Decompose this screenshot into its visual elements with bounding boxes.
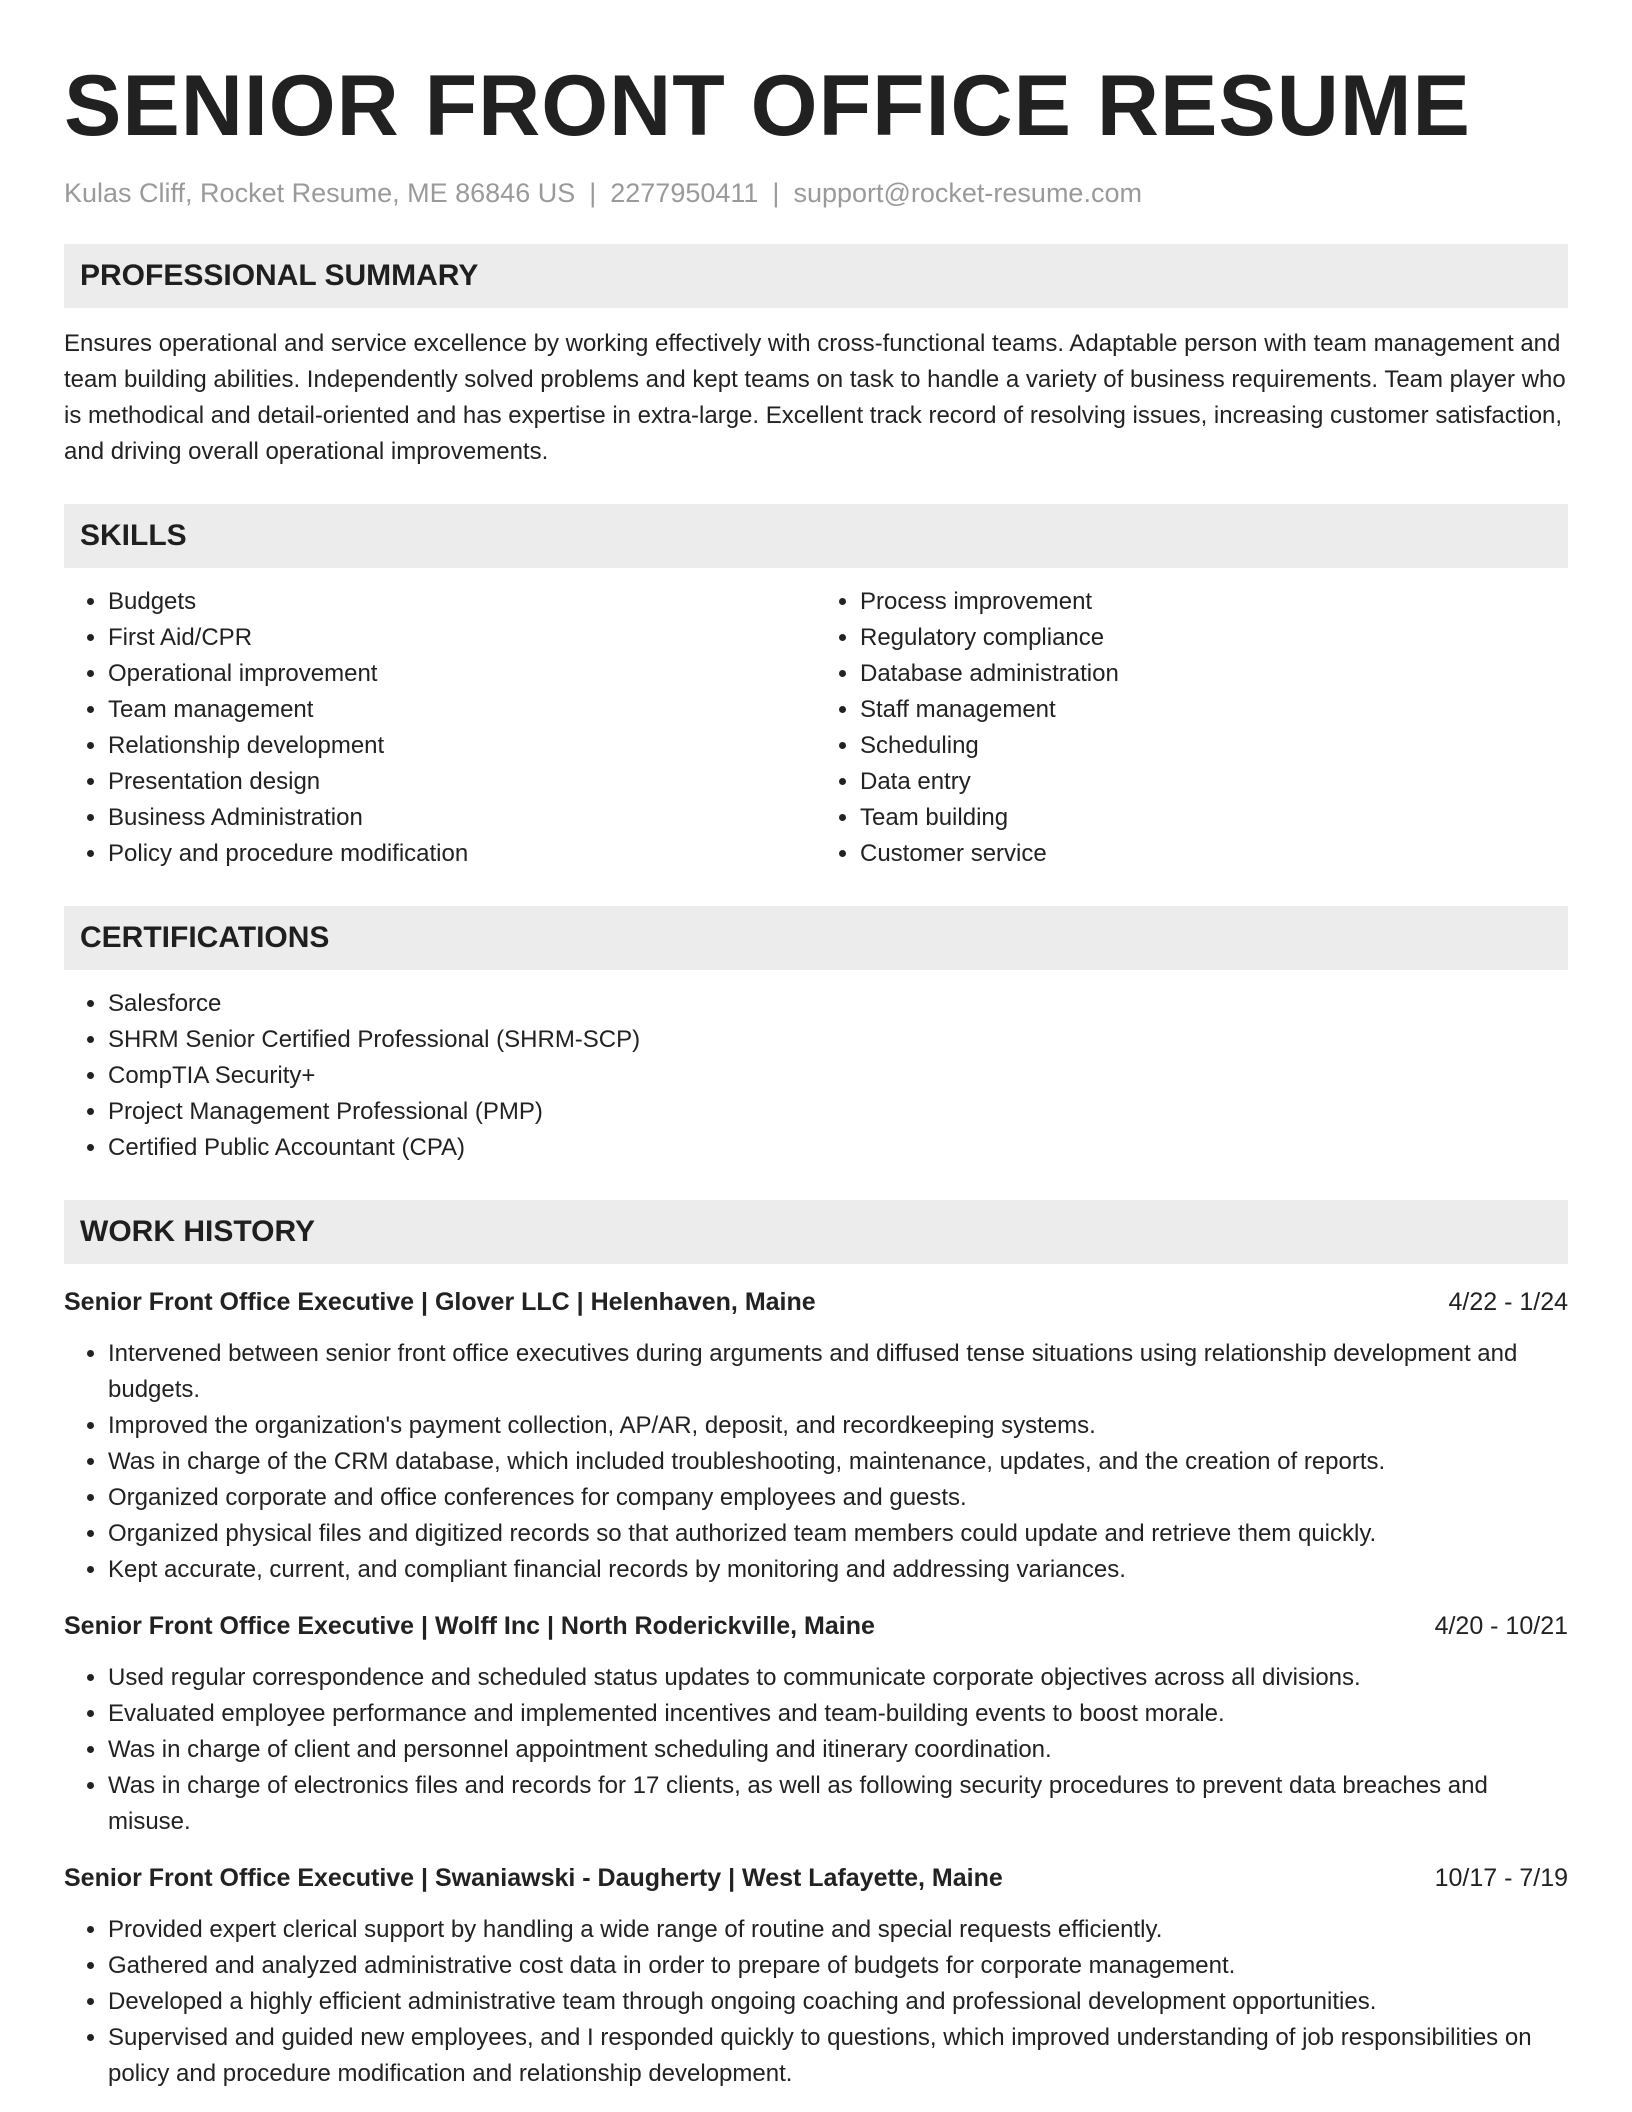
job-title: Senior Front Office Executive | Swaniawski - Daugherty | West Lafayette, Maine <box>64 1864 1003 1892</box>
certification-item: • Certified Public Accountant (CPA) <box>108 1130 1568 1166</box>
job-title: Senior Front Office Executive | Glover LLC | Helenhaven, Maine <box>64 1288 816 1316</box>
skill-item: • Presentation design <box>108 764 816 800</box>
job-bullets <box>64 1912 1568 2092</box>
contact-line <box>64 176 1568 210</box>
skill-item: • Business Administration <box>108 800 816 836</box>
job-bullet: • Kept accurate, current, and compliant financial records by monitoring and addressing variances. <box>108 1552 1568 1588</box>
job-title: Senior Front Office Executive | Wolff Inc | North Roderickville, Maine <box>64 1612 875 1640</box>
contact-phone: 2277950411 <box>610 178 759 208</box>
job-bullet: • Organized physical files and digitized records so that authorized team members could update and retrieve them quickly. <box>108 1516 1568 1552</box>
skill-item: • Policy and procedure modification <box>108 836 816 872</box>
resume-title: SENIOR FRONT OFFICE RESUME <box>64 58 1471 154</box>
job-bullet: • Developed a highly efficient administrative team through ongoing coaching and professional development opportunities. <box>108 1984 1568 2020</box>
job-header <box>64 1284 1568 1320</box>
skill-item: • Regulatory compliance <box>860 620 1568 656</box>
certification-item: • Project Management Professional (PMP) <box>108 1094 1568 1130</box>
job-entry <box>64 1860 1568 2092</box>
job-bullet: • Supervised and guided new employees, and I responded quickly to questions, which improved understanding of job responsibilities on policy and procedure modification and relationship development. <box>108 2020 1568 2092</box>
job-bullet: • Evaluated employee performance and implemented incentives and team-building events to boost morale. <box>108 1696 1568 1732</box>
job-entry <box>64 1284 1568 1588</box>
summary-text: Ensures operational and service excellence by working effectively with cross-functional teams. Adaptable person with team management and team building abilities. Independently solved problems and kept teams on task to handle a variety of business requirements. Team player who is methodical and detail-oriented and has expertise in extra-large. Excellent track record of resolving issues, increasing customer satisfaction, and driving overall operational improvements. <box>64 330 1566 465</box>
skill-item: • Database administration <box>860 656 1568 692</box>
job-bullet: • Was in charge of electronics files and records for 17 clients, as well as following security procedures to prevent data breaches and misuse. <box>108 1768 1568 1840</box>
job-dates: 4/20 - 10/21 <box>1434 1612 1568 1640</box>
skill-item: • Relationship development <box>108 728 816 764</box>
certifications-list <box>64 986 1568 1166</box>
skills-heading: SKILLS <box>64 504 1568 568</box>
contact-email: support@rocket-resume.com <box>793 178 1142 208</box>
contact-separator: | <box>772 178 780 208</box>
job-dates: 4/22 - 1/24 <box>1448 1288 1568 1316</box>
skills-grid <box>64 584 1568 872</box>
certification-item: • SHRM Senior Certified Professional (SHRM-SCP) <box>108 1022 1568 1058</box>
skill-item: • First Aid/CPR <box>108 620 816 656</box>
job-entry <box>64 1608 1568 1840</box>
job-bullet: • Was in charge of the CRM database, which included troubleshooting, maintenance, updates, and the creation of reports. <box>108 1444 1568 1480</box>
job-bullet: • Provided expert clerical support by handling a wide range of routine and special requests efficiently. <box>108 1912 1568 1948</box>
skill-item: • Team building <box>860 800 1568 836</box>
job-dates: 10/17 - 7/19 <box>1434 1864 1568 1892</box>
contact-separator: | <box>589 178 597 208</box>
certifications-heading: CERTIFICATIONS <box>64 906 1568 970</box>
job-bullet: • Gathered and analyzed administrative cost data in order to prepare of budgets for corporate management. <box>108 1948 1568 1984</box>
job-bullets <box>64 1336 1568 1588</box>
skill-item: • Staff management <box>860 692 1568 728</box>
certification-item: • CompTIA Security+ <box>108 1058 1568 1094</box>
contact-address: Kulas Cliff, Rocket Resume, ME 86846 US <box>64 178 576 208</box>
job-header <box>64 1860 1568 1896</box>
certification-item: • Salesforce <box>108 986 1568 1022</box>
job-bullet: • Improved the organization's payment collection, AP/AR, deposit, and recordkeeping systems. <box>108 1408 1568 1444</box>
skill-item: • Team management <box>108 692 816 728</box>
job-bullet: • Was in charge of client and personnel appointment scheduling and itinerary coordination. <box>108 1732 1568 1768</box>
job-bullet: • Intervened between senior front office executives during arguments and diffused tense situations using relationship development and budgets. <box>108 1336 1568 1408</box>
job-bullet: • Used regular correspondence and scheduled status updates to communicate corporate objectives across all divisions. <box>108 1660 1568 1696</box>
summary-heading: PROFESSIONAL SUMMARY <box>64 244 1568 308</box>
skills-left-column <box>64 584 816 872</box>
skill-item: • Budgets <box>108 584 816 620</box>
job-bullet: • Organized corporate and office conferences for company employees and guests. <box>108 1480 1568 1516</box>
job-header <box>64 1608 1568 1644</box>
skill-item: • Data entry <box>860 764 1568 800</box>
skill-item: • Operational improvement <box>108 656 816 692</box>
skill-item: • Process improvement <box>860 584 1568 620</box>
work-history-heading: WORK HISTORY <box>64 1200 1568 1264</box>
skills-right-column <box>816 584 1568 872</box>
job-bullets <box>64 1660 1568 1840</box>
skill-item: • Scheduling <box>860 728 1568 764</box>
skill-item: • Customer service <box>860 836 1568 872</box>
